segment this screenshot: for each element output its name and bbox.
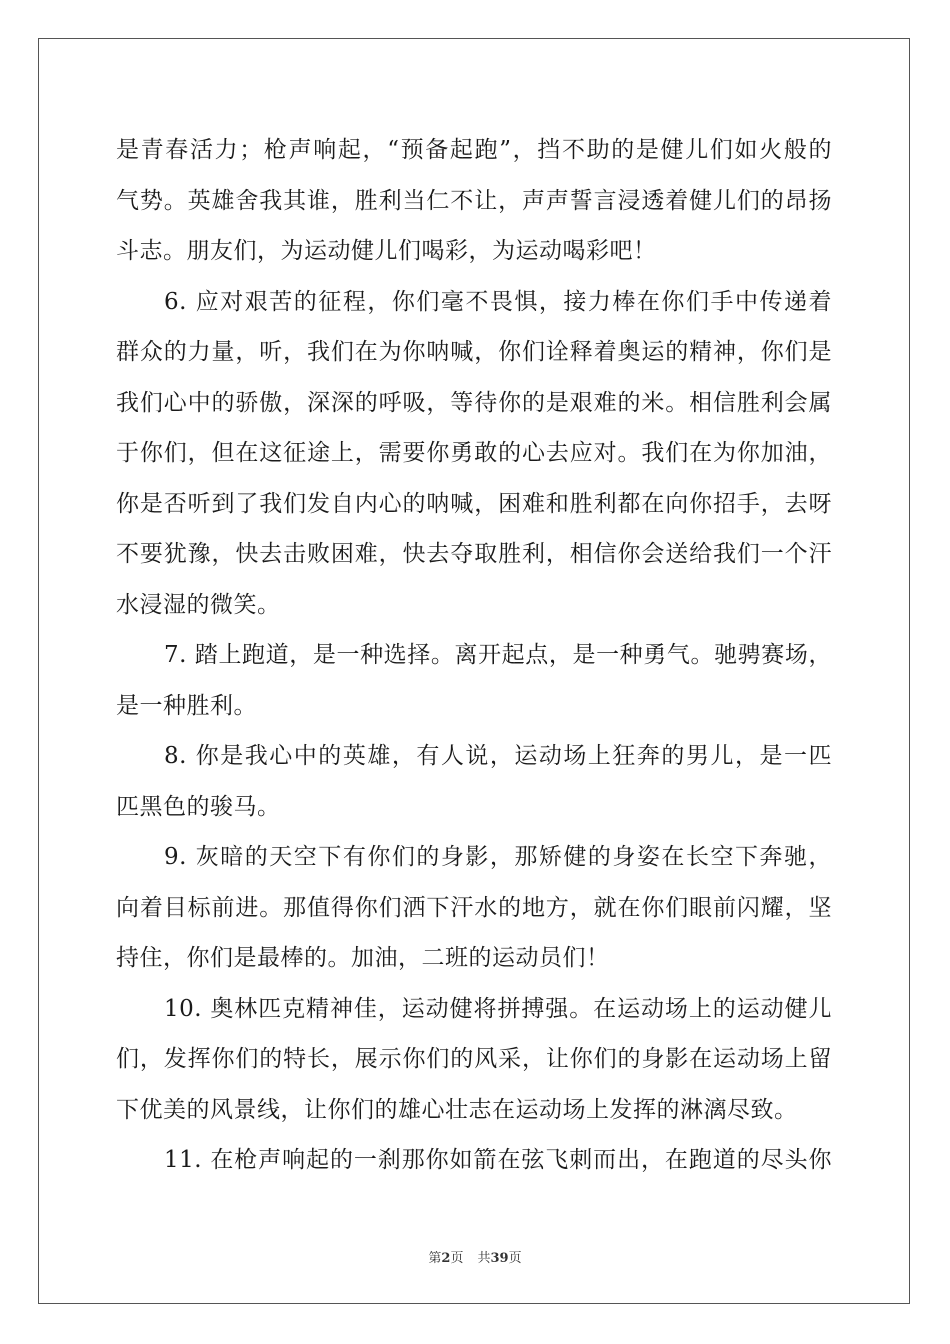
text-line: 斗志。朋友们，为运动健儿们喝彩，为运动喝彩吧！ <box>116 238 657 264</box>
text-line: 7. 踏上跑道，是一种选择。离开起点，是一种勇气。驰骋赛场， <box>164 642 832 668</box>
text-line: 我们心中的骄傲，深深的呼吸，等待你的是艰难的米。相信胜利会属 <box>116 389 832 416</box>
page-number: 2 <box>441 1251 451 1266</box>
page-footer <box>0 1247 950 1266</box>
total-pages: 39 <box>490 1251 509 1266</box>
text-line: 群众的力量，听，我们在为你呐喊，你们诠释着奥运的精神，你们是 <box>116 339 832 365</box>
total-prefix: 共 <box>477 1251 491 1266</box>
text-line: 下优美的风景线，让你们的雄心壮志在运动场上发挥的淋漓尽致。 <box>116 1096 798 1123</box>
text-line: 是一种胜利。 <box>116 692 257 719</box>
text-line: 向着目标前进。那值得你们洒下汗水的地方，就在你们眼前闪耀，坚 <box>116 894 832 921</box>
text-line: 10. 奥林匹克精神佳，运动健将拼搏强。在运动场上的运动健儿 <box>164 995 832 1022</box>
text-line: 水浸湿的微笑。 <box>116 591 281 618</box>
text-line: 不要犹豫，快去击败困难，快去夺取胜利，相信你会送给我们一个汗 <box>116 541 832 567</box>
text-line: 持住，你们是最棒的。加油，二班的运动员们！ <box>116 945 610 971</box>
text-line: 气势。英雄舍我其谁，胜利当仁不让，声声誓言浸透着健儿们的昂扬 <box>116 187 832 214</box>
total-suffix: 页 <box>508 1251 522 1266</box>
text-line: 你是否听到了我们发自内心的呐喊，困难和胜利都在向你招手，去呀 <box>116 490 832 517</box>
text-line: 匹黑色的骏马。 <box>116 793 281 820</box>
text-line: 于你们，但在这征途上，需要你勇敢的心去应对。我们在为你加油， <box>116 440 832 466</box>
page-suffix: 页 <box>450 1251 464 1266</box>
text-line: 是青春活力；枪声响起，“预备起跑”，挡不助的是健儿们如火般的 <box>116 137 832 163</box>
page-prefix: 第 <box>428 1251 442 1266</box>
document-body <box>116 125 832 1186</box>
text-line: 6. 应对艰苦的征程，你们毫不畏惧，接力棒在你们手中传递着 <box>164 288 832 315</box>
text-line: 9. 灰暗的天空下有你们的身影，那矫健的身姿在长空下奔驰， <box>164 844 832 870</box>
text-line: 11. 在枪声响起的一刹那你如箭在弦飞刺而出，在跑道的尽头你 <box>164 1147 832 1173</box>
text-line: 8. 你是我心中的英雄，有人说，运动场上狂奔的男儿，是一匹 <box>164 743 832 769</box>
text-line: 们，发挥你们的特长，展示你们的风采，让你们的身影在运动场上留 <box>116 1046 832 1072</box>
